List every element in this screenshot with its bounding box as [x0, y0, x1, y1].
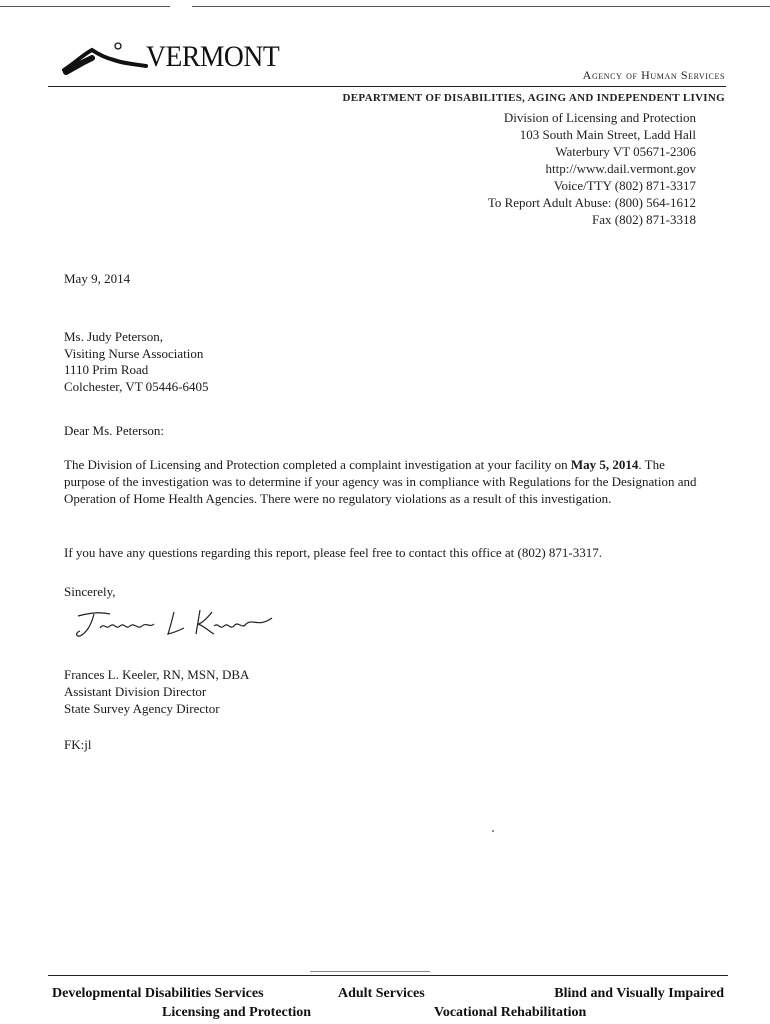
- handwritten-signature: [72, 606, 282, 644]
- agency-name: Agency of Human Services: [582, 68, 725, 82]
- footer-vocational-rehab: Vocational Rehabilitation: [434, 1005, 587, 1020]
- recipient-line: Colchester, VT 05446-6405: [64, 378, 209, 394]
- address-line: To Report Adult Abuse: (800) 564-1612: [487, 195, 696, 210]
- signer-block: [64, 666, 249, 717]
- signer-title: Assistant Division Director: [64, 684, 207, 699]
- recipient-block: [64, 329, 209, 395]
- mountain-logo-icon: [62, 36, 148, 76]
- logo-wordmark: VERMONT: [146, 40, 280, 73]
- body-text: The Division of Licensing and Protection completed a complaint investigation at your facility on: [64, 457, 571, 472]
- footer-rule: [48, 975, 728, 976]
- contact-paragraph: If you have any questions regarding this report, please feel free to contact this office at (802) 871-3317.: [64, 545, 602, 560]
- division-address: [488, 109, 696, 228]
- footer-licensing-protection: Licensing and Protection: [162, 1005, 312, 1020]
- closing: Sincerely,: [64, 584, 116, 599]
- footer-rule-top: [310, 971, 430, 972]
- website-link[interactable]: http://www.dail.vermont.gov: [545, 161, 696, 176]
- signer-title: State Survey Agency Director: [64, 701, 220, 716]
- recipient-line: Visiting Nurse Association: [64, 345, 204, 361]
- address-line: Voice/TTY (802) 871-3317: [553, 178, 696, 193]
- signature-icon: [72, 606, 282, 644]
- footer-dds: Developmental Disabilities Services: [52, 986, 264, 1001]
- top-rule-gap: [170, 4, 192, 9]
- recipient-line: 1110 Prim Road: [64, 362, 149, 377]
- header-rule: [48, 86, 726, 87]
- recipient-line: Ms. Judy Peterson,: [64, 329, 163, 344]
- scan-speck: [492, 830, 494, 832]
- footer-blind-visually-impaired: Blind and Visually Impaired: [554, 986, 724, 1001]
- investigation-date: May 5, 2014: [570, 457, 639, 472]
- body-text: . The purpose of the investigation was to determine if your agency was in compliance with Regulations for the Designation and Operation of Home Health Agencies. There were no regulatory violations as a result of this investigation.: [64, 457, 697, 506]
- body-paragraph: [64, 456, 704, 507]
- address-line: Division of Licensing and Protection: [503, 110, 696, 125]
- department-name: DEPARTMENT OF DISABILITIES, AGING AND INDEPENDENT LIVING: [342, 92, 725, 104]
- letter-date: May 9, 2014: [64, 271, 131, 286]
- address-line: Waterbury VT 05671-2306: [555, 144, 696, 159]
- top-rule: [0, 6, 770, 7]
- salutation: Dear Ms. Peterson:: [64, 423, 165, 438]
- address-line: Fax (802) 871-3318: [592, 212, 696, 227]
- reference-initials: FK:jl: [64, 737, 92, 752]
- address-line: 103 South Main Street, Ladd Hall: [519, 127, 696, 142]
- footer-adult-services: Adult Services: [338, 986, 425, 1001]
- vermont-logo: [62, 36, 302, 84]
- signer-name: Frances L. Keeler, RN, MSN, DBA: [64, 667, 250, 682]
